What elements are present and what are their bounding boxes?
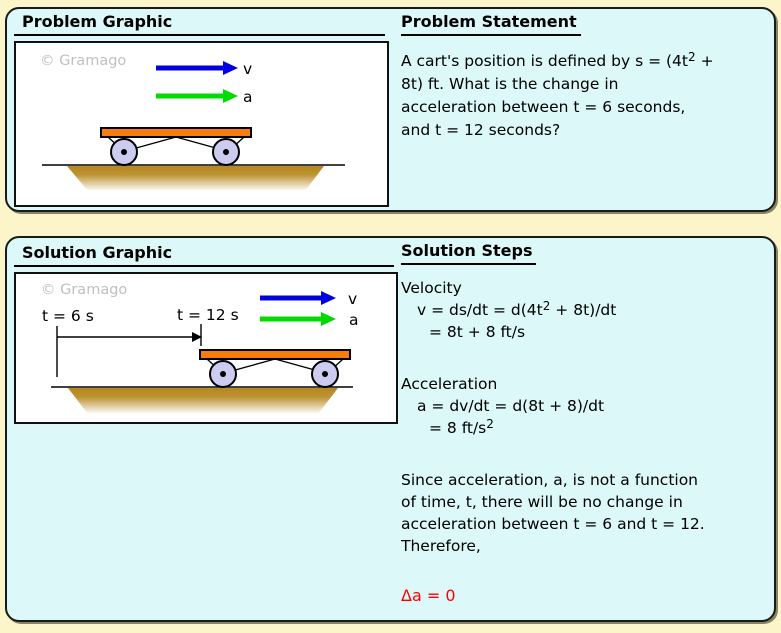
equation-line: [401, 299, 775, 321]
equation-line: a = dv/dt = d(8t + 8)/dt: [417, 397, 605, 415]
solution-panel: [5, 236, 776, 622]
wheel-hub: [220, 371, 226, 377]
acceleration-arrow-head: [223, 89, 238, 103]
time-start-label: t = 6 s: [42, 307, 94, 325]
answer-text: Δa = 0: [401, 586, 456, 605]
solution-steps-heading: [401, 240, 775, 265]
wheel-hub: [223, 149, 229, 155]
solution-graphic-column: [14, 242, 394, 424]
problem-statement-column: [401, 11, 775, 142]
ground-shading: [68, 388, 338, 414]
text-fragment: = 8 ft/s: [429, 419, 487, 437]
acceleration-derivation: [401, 373, 775, 439]
solution-steps-text: [401, 277, 775, 607]
velocity-label: v: [243, 60, 253, 78]
wheel-hub: [322, 371, 328, 377]
velocity-arrow-head: [223, 61, 238, 75]
superscript: 2: [486, 417, 494, 431]
statement-line: and t = 12 seconds?: [401, 121, 561, 139]
watermark: © Gramago: [41, 282, 128, 298]
acceleration-label: a: [243, 88, 253, 106]
wheel-hub: [121, 149, 127, 155]
velocity-arrow-head: [321, 291, 336, 305]
ground-shading: [67, 166, 324, 191]
problem-statement-text: [401, 50, 775, 142]
step-heading: Velocity: [401, 279, 462, 297]
acceleration-arrow: [260, 312, 336, 326]
statement-line: [401, 50, 775, 73]
conclusion-line: Since acceleration, a, is not a function: [401, 471, 699, 489]
acceleration-label: a: [349, 311, 359, 329]
problem-statement-title: Problem Statement: [401, 11, 581, 36]
acceleration-arrow: [156, 89, 238, 103]
acceleration-arrow-head: [321, 312, 336, 326]
cart-platform: [200, 350, 350, 359]
velocity-arrow: [260, 291, 336, 305]
text-fragment: +: [695, 52, 714, 70]
velocity-derivation: [401, 277, 775, 343]
problem-graphic-canvas: [14, 41, 389, 207]
solution-graphic-title: Solution Graphic: [14, 242, 394, 267]
conclusion-line: Therefore,: [401, 537, 481, 555]
problem-panel: [5, 7, 776, 212]
displacement-dimension: [57, 324, 202, 377]
watermark: © Gramago: [40, 53, 127, 69]
conclusion-line: of time, t, there will be no change in: [401, 493, 683, 511]
equation-line: [401, 417, 775, 439]
text-fragment: v = ds/dt = d(4t: [417, 301, 543, 319]
conclusion-line: acceleration between t = 6 and t = 12.: [401, 515, 705, 533]
problem-graphic-column: [14, 11, 385, 207]
text-fragment: + 8t)/dt: [550, 301, 617, 319]
cart: [200, 350, 350, 387]
conclusion-text: [401, 469, 775, 557]
superscript: 2: [688, 50, 696, 64]
velocity-arrow: [156, 61, 238, 75]
statement-line: 8t) ft. What is the change in: [401, 75, 619, 93]
superscript: 2: [542, 299, 551, 313]
problem-statement-heading: [401, 11, 775, 36]
problem-graphic-title: Problem Graphic: [14, 11, 385, 36]
equation-line: = 8t + 8 ft/s: [429, 323, 526, 341]
step-heading: Acceleration: [401, 375, 498, 393]
text-fragment: A cart's position is defined by s = (4t: [401, 52, 688, 70]
solution-steps-column: [401, 240, 775, 607]
cart-platform: [101, 128, 251, 137]
velocity-label: v: [348, 290, 358, 308]
cart: [101, 128, 251, 165]
solution-steps-title: Solution Steps: [401, 240, 536, 265]
solution-graphic-canvas: [14, 272, 398, 424]
time-end-label: t = 12 s: [177, 306, 239, 324]
statement-line: acceleration between t = 6 seconds,: [401, 98, 686, 116]
